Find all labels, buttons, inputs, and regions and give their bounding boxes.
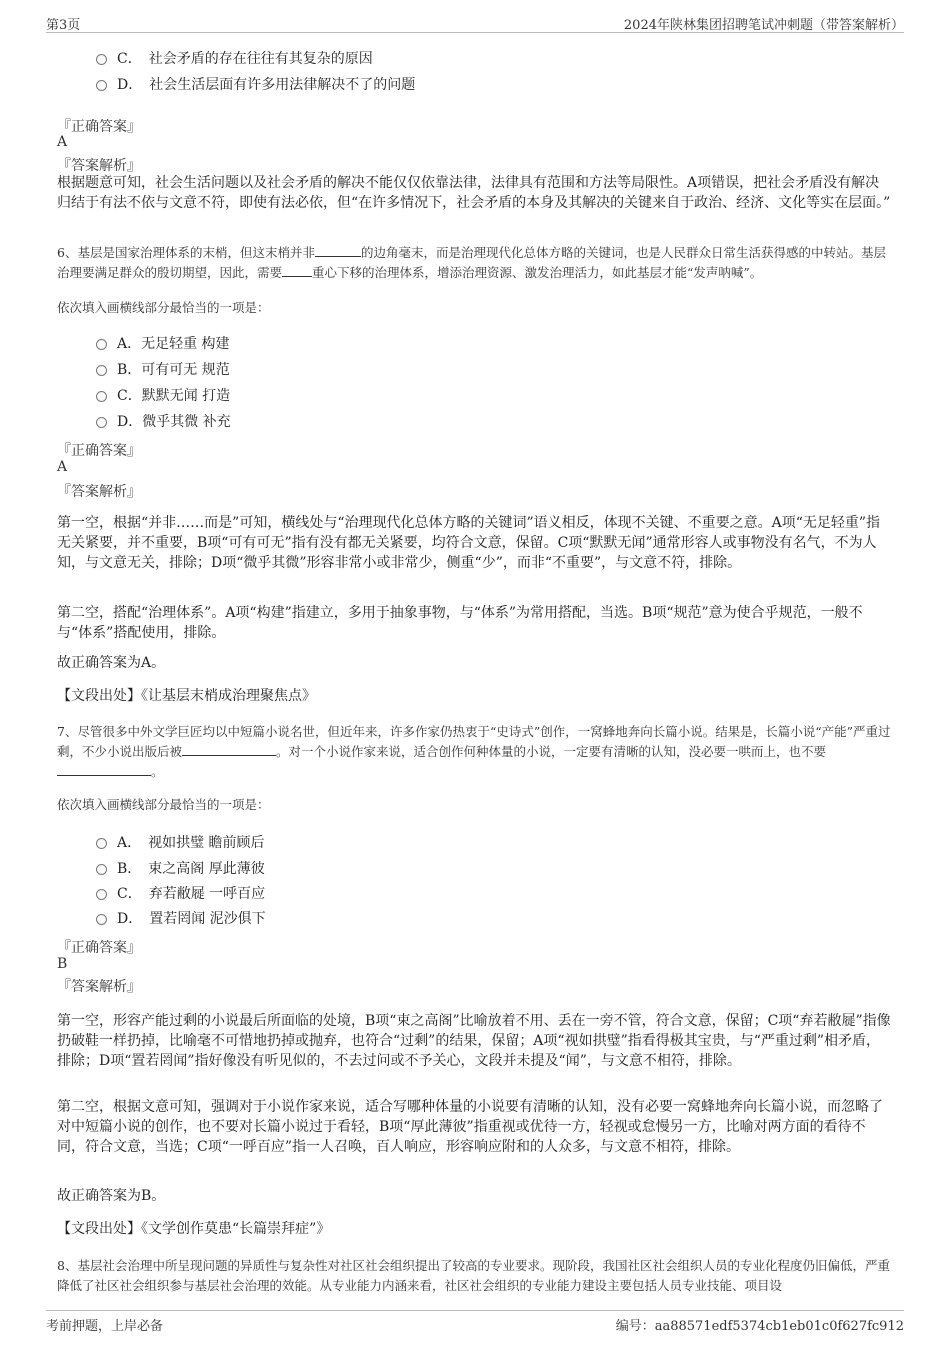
q6-answer-label: 『正确答案』 (57, 443, 141, 459)
q7-stem: 7、尽管很多中外文学巨匠均以中短篇小说名世，但近年来，许多作家仍热衷于“史诗式”创作，一窝蜂地奔向长篇小说。结果是，长篇小说“产能”严重过剩，不少小说出版后被 。对一个小说作家来说，适合创作何种体量的小说，一定要有清晰的认知，没必要一哄而上，也不要。 (57, 724, 891, 779)
radio-icon[interactable] (96, 838, 107, 849)
q5-answer: A (57, 134, 68, 150)
radio-icon[interactable] (96, 391, 107, 402)
q6-option-a[interactable]: A．无足轻重 构建 (96, 333, 230, 353)
radio-icon[interactable] (96, 339, 107, 350)
footer-slogan: 考前押题，上岸必备 (46, 1319, 164, 1334)
q7-analysis-label: 『答案解析』 (57, 979, 141, 995)
document-id: 编号：aa88571edf5374cb1eb01c0f627fc912 (615, 1319, 904, 1334)
page-footer (46, 1310, 904, 1335)
q7-analysis-p2: 第二空，根据文意可知，强调对于小说作家来说，适合写哪种体量的小说要有清晰的认知，没有必要一窝蜂地奔向长篇小说，而忽略了对中短篇小说的创作，也不要对长篇小说过于看轻，B项“厚此薄彼”指重视或优待一方，轻视或怠慢另一方，比喻对两方面的看待不同，符合文意，当选；C项“一呼百应”指一人召唤，百人响应，形容响应附和的人众多，与文意不相符，排除。 (57, 1099, 883, 1155)
page-header (46, 10, 904, 33)
radio-icon[interactable] (96, 80, 107, 91)
q7-prompt: 依次填入画横线部分最恰当的一项是： (57, 797, 270, 812)
blank-line (282, 264, 312, 277)
q6-answer: A (57, 459, 68, 475)
radio-icon[interactable] (96, 417, 107, 428)
q7-analysis-p3: 故正确答案为B。 (57, 1188, 166, 1204)
q5-analysis-label: 『答案解析』 (57, 158, 141, 174)
q6-stem: 6、基层是国家治理体系的末梢，但这末梢并非 的边角毫末，而是治理现代化总体方略的关键词，也是人民群众日常生活获得感的中转站。基层治理要满足群众的殷切期望，因此，需要 重心下移的治理体系，增添治理资源、激发治理活力，如此基层才能“发声呐喊”。 (57, 245, 886, 280)
blank-line (57, 763, 151, 776)
q6-analysis-p1: 第一空，根据“并非……而是”可知，横线处与“治理现代化总体方略的关键词”语义相反，体现不关键、不重要之意。A项“无足轻重”指无关紧要，并不重要，B项“可有可无”指有没有都无关紧要，均符合文意，保留。C项“默默无闻”通常形容人或事物没有名气，不为人知，与文意无关，排除；D项“微乎其微”形容非常小或非常少，侧重“少”，而非“不重要”，与文意不符，排除。 (57, 515, 881, 571)
q6-source: 【文段出处】《让基层末梢成治理聚焦点》 (57, 688, 316, 704)
radio-icon[interactable] (96, 54, 107, 65)
blank-line (182, 743, 276, 756)
radio-icon[interactable] (96, 365, 107, 376)
q7-source: 【文段出处】《文学创作莫患“长篇崇拜症”》 (57, 1221, 331, 1237)
q6-analysis-label: 『答案解析』 (57, 484, 141, 500)
radio-icon[interactable] (96, 889, 107, 900)
q6-prompt: 依次填入画横线部分最恰当的一项是： (57, 300, 270, 315)
q7-option-d[interactable]: D． 置若罔闻 泥沙俱下 (96, 908, 266, 928)
q5-analysis-text: 根据题意可知，社会生活问题以及社会矛盾的解决不能仅仅依靠法律，法律具有范围和方法等局限性。A项错误，把社会矛盾没有解决归结于有法不依与文意不符，即使有法必依，但“在许多情况下，社会矛盾的本身及其解决的关键来自于政治、经济、文化等实在层面。” (57, 175, 891, 211)
radio-icon[interactable] (96, 864, 107, 875)
q5-answer-label: 『正确答案』 (57, 119, 141, 135)
q7-option-b[interactable]: B． 束之高阁 厚此薄彼 (96, 858, 265, 878)
q6-analysis-p2: 第二空，搭配“治理体系”。A项“构建”指建立，多用于抽象事物，与“体系”为常用搭配，当选。B项“规范”意为使合乎规范，一般不与“体系”搭配使用，排除。 (57, 605, 863, 641)
blank-line (315, 244, 361, 257)
radio-icon[interactable] (96, 914, 107, 925)
q7-answer: B (57, 956, 68, 972)
q7-option-a[interactable]: A． 视如拱璧 瞻前顾后 (96, 832, 265, 852)
q7-answer-label: 『正确答案』 (57, 940, 141, 956)
q8-stem: 8、基层社会治理中所呈现问题的异质性与复杂性对社区社会组织提出了较高的专业要求。现阶段，我国社区社会组织人员的专业化程度仍旧偏低，严重降低了社区社会组织参与基层社会治理的效能。从专业能力内涵来看，社区社会组织的专业能力建设主要包括人员专业技能、项目设 (57, 1258, 890, 1293)
q6-option-b[interactable]: B．可有可无 规范 (96, 359, 230, 379)
q6-option-d[interactable]: D．微乎其微 补充 (96, 411, 231, 431)
page-number: 第3页 (46, 18, 81, 33)
q7-option-c[interactable]: C． 弃若敝屣 一呼百应 (96, 883, 265, 903)
q6-analysis-p3: 故正确答案为A。 (57, 655, 166, 671)
q5-option-d[interactable]: D． 社会生活层面有许多用法律解决不了的问题 (96, 74, 415, 94)
document-title: 2024年陕林集团招聘笔试冲刺题（带答案解析） (623, 18, 904, 33)
q7-analysis-p1: 第一空，形容产能过剩的小说最后所面临的处境，B项“束之高阁”比喻放着不用、丢在一旁不管，符合文意，保留；C项“弃若敝屣”指像扔破鞋一样扔掉，比喻毫不可惜地扔掉或抛弃，也符合“过剩”的结果，保留；A项“视如拱璧”指看得极其宝贵，与“严重过剩”相矛盾，排除；D项“置若罔闻”指好像没有听见似的，不去过问或不予关心，文段并未提及“闻”，与文意不相符，排除。 (57, 1013, 891, 1069)
q6-option-c[interactable]: C．默默无闻 打造 (96, 385, 230, 405)
q5-option-c[interactable]: C． 社会矛盾的存在往往有其复杂的原因 (96, 48, 373, 68)
